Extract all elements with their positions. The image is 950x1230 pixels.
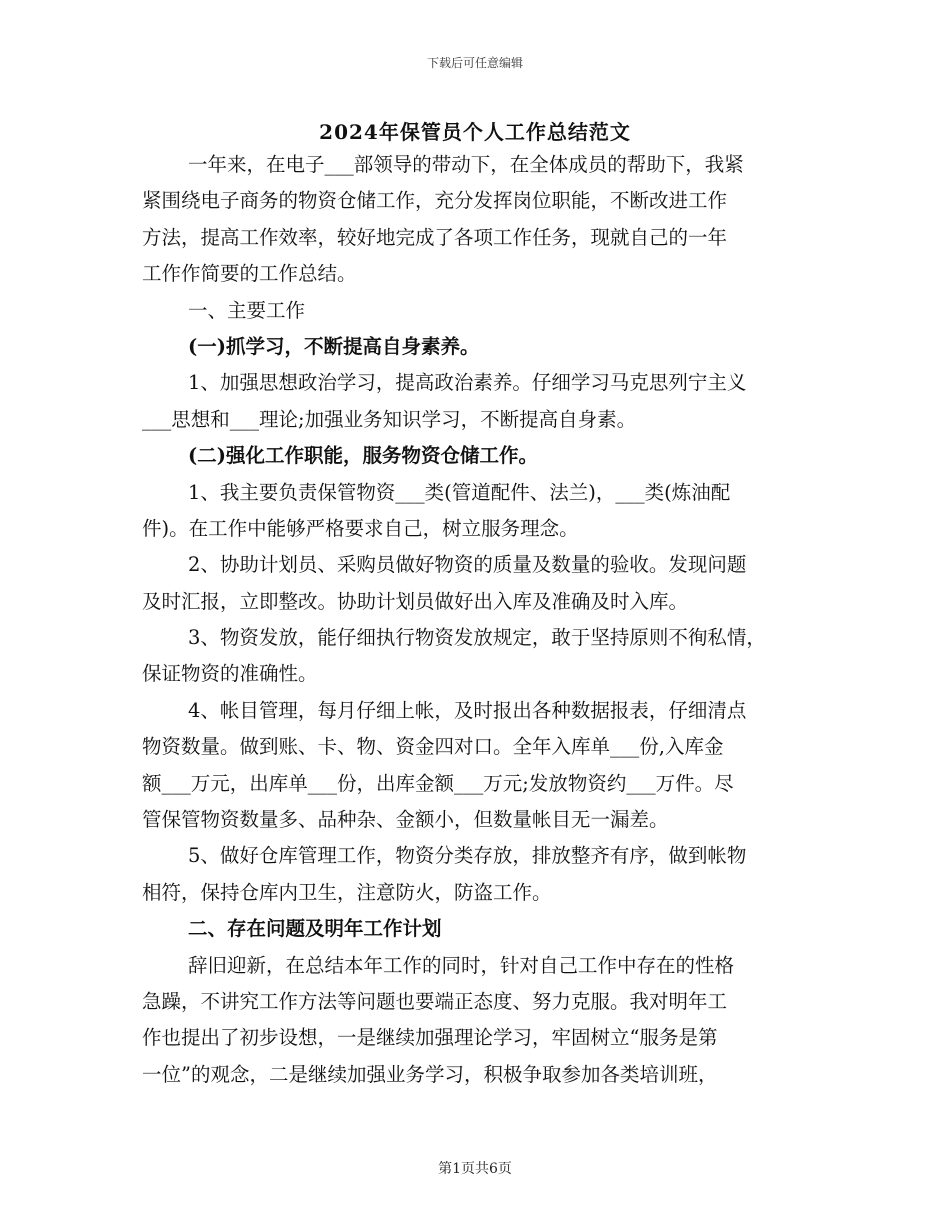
text-line: 物资数量。做到账、卡、物、资金四对口。全年入库单___份,入库金 <box>142 735 724 759</box>
text-line: 一位”的观念，二是继续加强业务学习，积极争取参加各类培训班， <box>142 1062 718 1086</box>
text-line: 一、主要工作 <box>188 298 306 322</box>
text-line: 额___万元，出库单___份，出库金额___万元;发放物资约___万件。尽 <box>142 771 734 795</box>
text-line: 1、加强思想政治学习，提高政治素养。仔细学习马克思列宁主义 <box>188 371 747 395</box>
text-line: 2、协助计划员、采购员做好物资的质量及数量的验收。发现问题 <box>188 553 747 577</box>
text-line: 相符，保持仓库内卫生，注意防火，防盗工作。 <box>142 880 552 904</box>
text-line: 辞旧迎新，在总结本年工作的同时，针对自己工作中存在的性格 <box>188 953 735 977</box>
text-line: 3、物资发放，能仔细执行物资发放规定，敢于坚持原则不徇私情， <box>188 626 766 650</box>
text-line: 二、存在问题及明年工作计划 <box>188 917 442 941</box>
text-line: (二)强化工作职能，服务物资仓储工作。 <box>188 444 538 468</box>
page-footer: 第1页共6页 <box>438 1161 512 1177</box>
document-body <box>142 147 822 1093</box>
text-line: 紧围绕电子商务的物资仓储工作，充分发挥岗位职能，不断改进工作 <box>142 189 728 213</box>
text-line: 4、帐目管理，每月仔细上帐，及时报出各种数据报表，仔细清点 <box>188 698 747 722</box>
text-line: 及时汇报，立即整改。协助计划员做好出入库及准确及时入库。 <box>142 589 689 613</box>
text-line: ___思想和___理论;加强业务知识学习，不断提高自身素。 <box>142 407 637 431</box>
text-line: 一年来，在电子___部领导的带动下，在全体成员的帮助下，我紧 <box>188 153 744 176</box>
text-line: (一)抓学习，不断提高自身素养。 <box>188 334 480 358</box>
document-title: 2024年保管员个人工作总结范文 <box>319 120 631 144</box>
text-line: 1、我主要负责保管物资___类(管道配件、法兰)，___类(炼油配 <box>188 480 731 504</box>
text-line: 作也提出了初步设想，一是继续加强理论学习，牢固树立“服务是第 <box>142 1026 718 1050</box>
page-header-note: 下载后可任意编辑 <box>426 56 523 70</box>
text-line: 保证物资的准确性。 <box>142 662 318 686</box>
text-line: 5、做好仓库管理工作，物资分类存放，排放整齐有序，做到帐物 <box>188 844 747 868</box>
text-line: 件)。在工作中能够严格要求自己，树立服务理念。 <box>142 516 579 540</box>
text-line: 管保管物资数量多、品种杂、金额小，但数量帐目无一漏差。 <box>142 808 669 832</box>
text-line: 急躁，不讲究工作方法等问题也要端正态度、努力克服。我对明年工 <box>142 989 728 1013</box>
text-line: 方法，提高工作效率，较好地完成了各项工作任务，现就自己的一年 <box>142 225 728 249</box>
text-line: 工作作简要的工作总结。 <box>142 262 357 286</box>
